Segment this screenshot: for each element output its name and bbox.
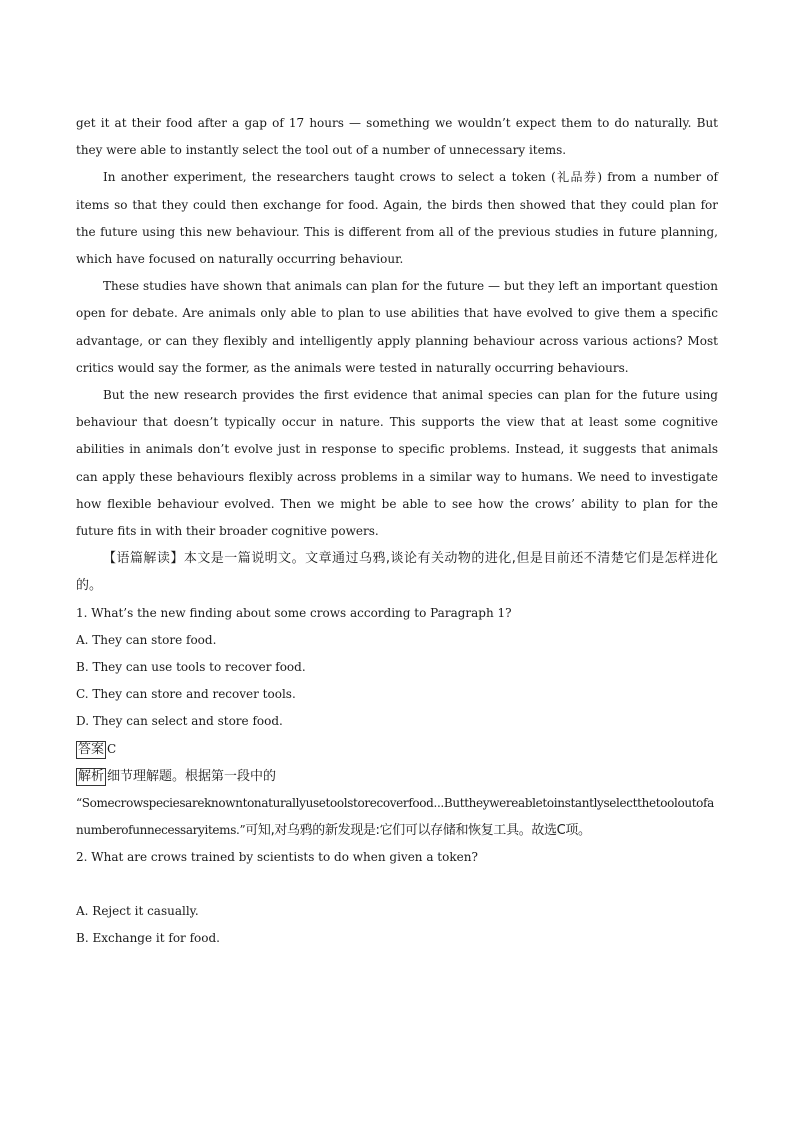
passage-paragraph-3: These studies have shown that animals can plan for the future — but they left an important question open for debate. Are animals only able to plan to use abilities that have evolved to give them a specific advantage, or can they flexibly and intelligently apply planning behaviour across various actions? Most critics would say the former, as the animals were tested in naturally occurring behaviours. — [76, 279, 718, 375]
q1-option-c: C. They can store and recover tools. — [76, 687, 296, 702]
q1-answer-row — [76, 736, 718, 763]
q1-analysis-row — [76, 763, 718, 790]
question-1: 1. What’s the new finding about some crows according to Paragraph 1? — [76, 605, 512, 620]
passage-paragraph-2: In another experiment, the researchers taught crows to select a token (礼品券) from a number of items so that they could then exchange for food. Again, the birds then showed that they could plan for the future using this new behaviour. This is different from all of the previous studies in future planning, which have focused on naturally occurring behaviour. — [76, 170, 718, 267]
q1-option-d: D. They can select and store food. — [76, 714, 283, 729]
q1-analysis-quote: “Somecrowspeciesareknowntonaturallyusetoolstorecoverfood...Buttheywereabletoinstantlyselectthetooloutofanumberofunnecessaryitems.” — [76, 795, 714, 837]
q1-answer: C — [107, 741, 117, 756]
q1-analysis-body — [76, 790, 718, 844]
answer-tag: 答案 — [78, 741, 105, 757]
summary-text: 本文是一篇说明文。文章通过乌鸦,谈论有关动物的进化,但是目前还不清楚它们是怎样进化的。 — [76, 551, 718, 594]
q1-option-a: A. They can store food. — [76, 632, 217, 647]
q2-option-b: B. Exchange it for food. — [76, 931, 220, 946]
passage-paragraph-1: get it at their food after a gap of 17 hours — something we wouldn’t expect them to do naturally. But they were able to instantly select the tool out of a number of unnecessary items. — [76, 116, 718, 158]
summary-label: 【语篇解读】 — [103, 551, 184, 567]
q1-analysis-conclusion: 可知,对乌鸦的新发现是:它们可以存储和恢复工具。故选C项。 — [245, 822, 591, 838]
passage-summary — [76, 545, 718, 599]
spacer — [76, 871, 718, 898]
q1-analysis-intro: 细节理解题。根据第一段中的 — [107, 768, 277, 784]
q2-option-a: A. Reject it casually. — [76, 904, 199, 919]
passage — [76, 110, 718, 953]
q1-option-b: B. They can use tools to recover food. — [76, 660, 306, 675]
question-2: 2. What are crows trained by scientists to do when given a token? — [76, 850, 478, 865]
analysis-tag: 解析 — [78, 768, 105, 784]
passage-paragraph-4: But the new research provides the first evidence that animal species can plan for the future using behaviour that doesn’t typically occur in nature. This supports the view that at least some cognitive abilities in animals don’t evolve just in response to specific problems. Instead, it suggests that animals can apply these behaviours flexibly across problems in a similar way to humans. We need to investigate how flexible behaviour evolved. Then we might be able to see how the crows’ ability to plan for the future fits in with their broader cognitive powers. — [76, 388, 718, 539]
